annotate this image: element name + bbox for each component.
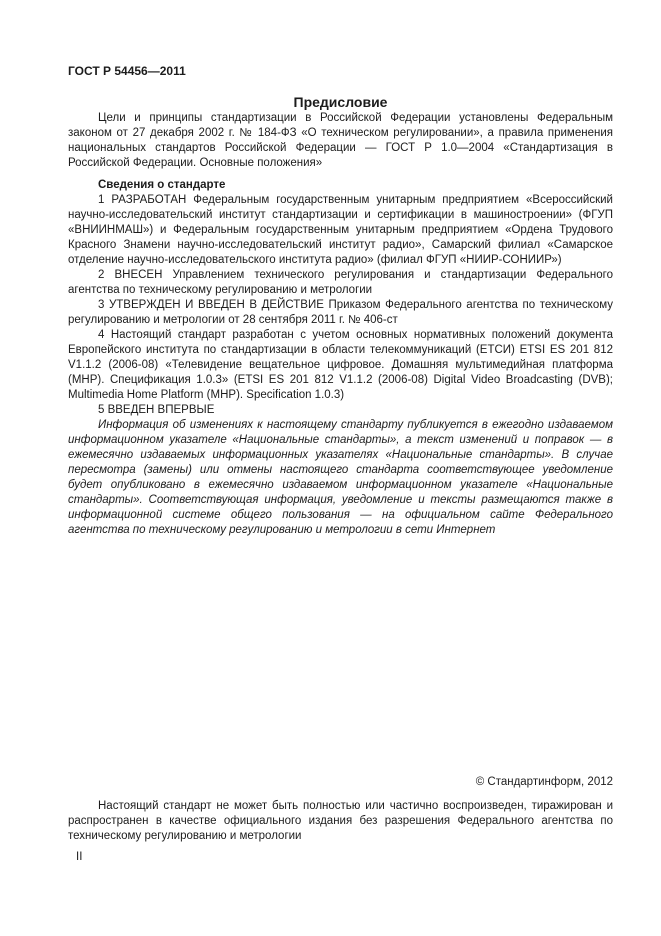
standard-info-item-5: 5 ВВЕДЕН ВПЕРВЫЕ (98, 404, 215, 416)
standard-info-heading: Сведения о стандарте (98, 179, 226, 191)
standard-info-item-1: 1 РАЗРАБОТАН Федеральным государственным унитарным предприятием «Всероссийский научно-исследовательский институт стандартизации и сертификации в машиностроении» (ФГУП «ВНИИНМАШ») и Федеральным государственным унитарным предприятием «Ордена Трудового Красного Знамени научно-исследовательский институт радио», Самарский филиал «Самарское отделение научно-исследовательского института радио» (филиал ФГУП «НИИР-СОНИИР») (68, 194, 613, 266)
intro-paragraph: Цели и принципы стандартизации в Российской Федерации установлены Федеральным законом от 27 декабря 2002 г. № 184-ФЗ «О техническом регулировании», а правила применения национальных стандартов Российской Федерации — ГОСТ Р 1.0—2004 «Стандартизация в Российской Федерации. Основные положения» (68, 112, 613, 169)
page-title: Предисловие (293, 94, 388, 110)
standard-info-item-4: 4 Настоящий стандарт разработан с учетом основных нормативных положений документа Европейского института по стандартизации в области телекоммуникаций (ЕТСИ) ETSI ES 201 812 V1.1.2 (2006-08) «Телевидение вещательное цифровое. Домашняя мультимедийная платформа (MHP). Спецификация 1.0.3» (ETSI ES 201 812 V1.1.2 (2006-08) Digital Video Broadcasting (DVB); Multimedia Home Platform (MHP). Specification 1.0.3) (68, 329, 613, 401)
reproduction-restriction: Настоящий стандарт не может быть полностью или частично воспроизведен, тиражирован и распространен в качестве официального издания без разрешения Федерального агентства по техническому регулированию и метрологии (68, 800, 613, 842)
amendments-notice: Информация об изменениях к настоящему стандарту публикуется в ежегодно издаваемом информационном указателе «Национальные стандарты», а текст изменений и поправок — в ежемесячно издаваемых информационных указателях «Национальные стандарты». В случае пересмотра (замены) или отмены настоящего стандарта соответствующее уведомление будет опубликовано в ежемесячно издаваемом информационном указателе «Национальные стандарты». Соответствующая информация, уведомление и тексты размещаются также в информационной системе общего пользования — на официальном сайте Федерального агентства по техническому регулированию и метрологии в сети Интернет (68, 419, 613, 536)
copyright-line: © Стандартинформ, 2012 (475, 776, 613, 788)
doc-number: ГОСТ Р 54456—2011 (68, 64, 186, 78)
page-content (68, 0, 613, 538)
standard-info-item-3: 3 УТВЕРЖДЕН И ВВЕДЕН В ДЕЙСТВИЕ Приказом Федерального агентства по техническому регулированию и метрологии от 28 сентября 2011 г. № 406-ст (68, 299, 613, 326)
standard-info-item-2: 2 ВНЕСЕН Управлением технического регулирования и стандартизации Федерального агентства по техническому регулированию и метрологии (68, 269, 613, 296)
page-number: II (76, 851, 83, 863)
